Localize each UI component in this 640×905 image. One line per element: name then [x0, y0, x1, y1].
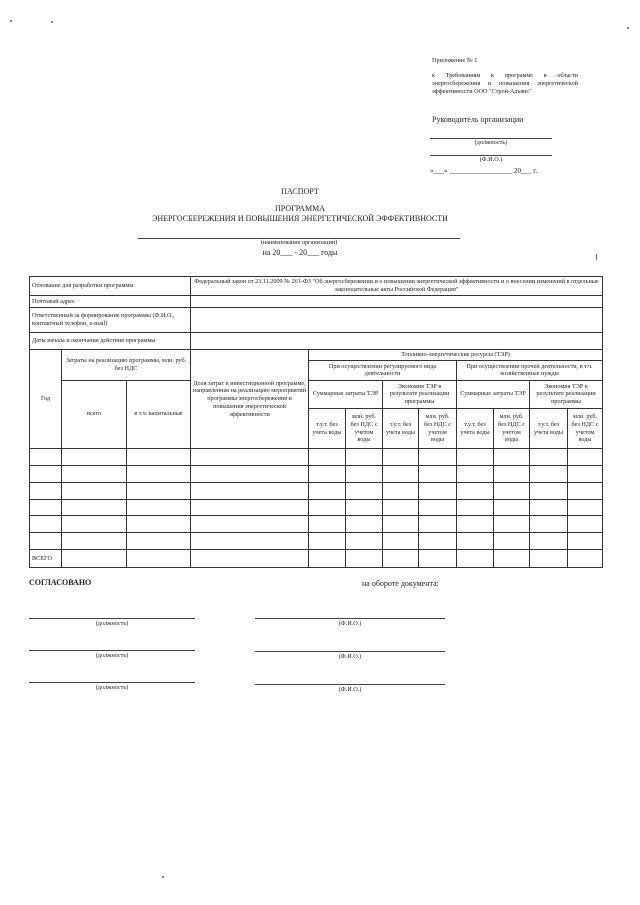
- table-row: [30, 449, 603, 466]
- info-label: Почтовый адрес: [30, 296, 191, 307]
- unit-fuel: т.у.т. без учета воды: [309, 409, 346, 449]
- info-value: Федеральный закон от 23.11.2009 № 261-ФЗ "Об энергосбережении и о повышении энергетической эффективности и о внесении изменений в отдельные законодательные акты Российской Федерации": [191, 277, 603, 296]
- appendix-note: к Требованиям к программе в области энергосбережения и повышения энергетической эффективности ООО "Строй-Альянс": [432, 72, 578, 95]
- table-row: [30, 482, 603, 499]
- position-caption: (должность): [474, 139, 508, 146]
- info-row: [30, 296, 603, 307]
- regulated-header: При осуществлении регулируемого вида деятельности: [309, 361, 457, 380]
- scan-mark: [596, 254, 597, 260]
- program-full-title: ЭНЕРГОСБЕРЕЖЕНИЯ И ПОВЫШЕНИЯ ЭНЕРГЕТИЧЕСКОЙ ЭФФЕКТИВНОСТИ: [152, 214, 448, 223]
- period-line: на 20___ - 20___ годы: [262, 248, 338, 257]
- position-caption: (должность): [95, 652, 129, 659]
- unit-fuel: т.у.т. без учета воды: [383, 409, 419, 449]
- fio-caption: (Ф.И.О.): [338, 620, 362, 627]
- scan-speck: [627, 27, 629, 29]
- position-caption: (должность): [95, 684, 129, 691]
- head-title: Руководитель организации: [432, 115, 524, 124]
- passport-title: ПАСПОРТ: [281, 187, 319, 196]
- costs-header: Затраты на реализацию программы, млн. руб. без НДС: [62, 349, 191, 380]
- sum-costs-header: Суммарные затраты ТЭР: [457, 380, 530, 408]
- signature-line: [255, 684, 445, 685]
- table-row: [30, 533, 603, 550]
- info-label: Даты начала и окончания действия программы: [30, 333, 191, 350]
- unit-money: млн. руб. без НДС с учетом воды: [419, 409, 457, 449]
- signature-line: [29, 618, 195, 619]
- year-header: Год: [30, 349, 62, 448]
- total-row-label: ВСЕГО: [30, 550, 62, 568]
- share-header: Доля затрат в инвестиционной программе, направленная на реализацию мероприятий программы энергосбережения и повышения энергетической эффективности: [191, 349, 309, 448]
- position-caption: (должность): [95, 620, 129, 627]
- program-title: ПРОГРАММА: [275, 204, 325, 213]
- signature-line: [29, 650, 195, 651]
- info-value: [191, 307, 603, 332]
- scan-speck: [162, 876, 164, 878]
- table-row: [30, 499, 603, 516]
- info-value: [191, 333, 603, 350]
- total-row: [30, 550, 603, 568]
- other-header: При осуществлении прочей деятельности, в т.ч. хозяйственные нужды: [457, 361, 603, 380]
- fio-caption: (Ф.И.О.): [338, 653, 362, 660]
- date-line: «___» __________________ 20___ г.: [430, 167, 538, 175]
- unit-money: млн. руб. без НДС с учетом воды: [346, 409, 383, 449]
- info-row: [30, 307, 603, 332]
- passport-table: [29, 276, 603, 568]
- info-row: [30, 277, 603, 296]
- capital-header: в т.ч. капитальные: [127, 380, 191, 448]
- info-value: [191, 296, 603, 307]
- scan-speck: [10, 20, 12, 22]
- signature-line: [29, 682, 195, 683]
- unit-money: млн. руб. без НДС с учетом воды: [494, 409, 530, 449]
- table-row: [30, 516, 603, 533]
- unit-fuel: т.у.т. без учета воды: [457, 409, 494, 449]
- appendix-number: Приложение № 1: [432, 57, 478, 64]
- agreed-label: СОГЛАСОВАНО: [29, 578, 92, 587]
- savings-header: Экономия ТЭР в результате реализации программы: [383, 380, 457, 408]
- org-caption: (наименование организации): [260, 239, 338, 246]
- scan-speck: [51, 21, 53, 23]
- info-row: [30, 333, 603, 350]
- signature-line: [255, 651, 445, 652]
- fio-caption: (Ф.И.О.): [338, 686, 362, 693]
- table-row: [30, 465, 603, 482]
- signature-line: [255, 618, 445, 619]
- ter-header: Топливно-энергетические ресурсы (ТЭР): [309, 349, 603, 360]
- total-header: всего: [62, 380, 127, 448]
- fio-caption: (Ф.И.О.): [479, 156, 503, 163]
- sum-costs-header: Суммарные затраты ТЭР: [309, 380, 383, 408]
- info-label: Ответственный за формирование программы (Ф.И.О., контактный телефон, e-mail): [30, 307, 191, 332]
- unit-fuel: т.у.т. без учета воды: [530, 409, 568, 449]
- info-label: Основание для разработки программы: [30, 277, 191, 296]
- overleaf-label: на обороте документа:: [362, 579, 439, 588]
- savings-header: Экономия ТЭР в результате реализации программы: [530, 380, 603, 408]
- unit-money: млн. руб. без НДС с учетом воды: [568, 409, 603, 449]
